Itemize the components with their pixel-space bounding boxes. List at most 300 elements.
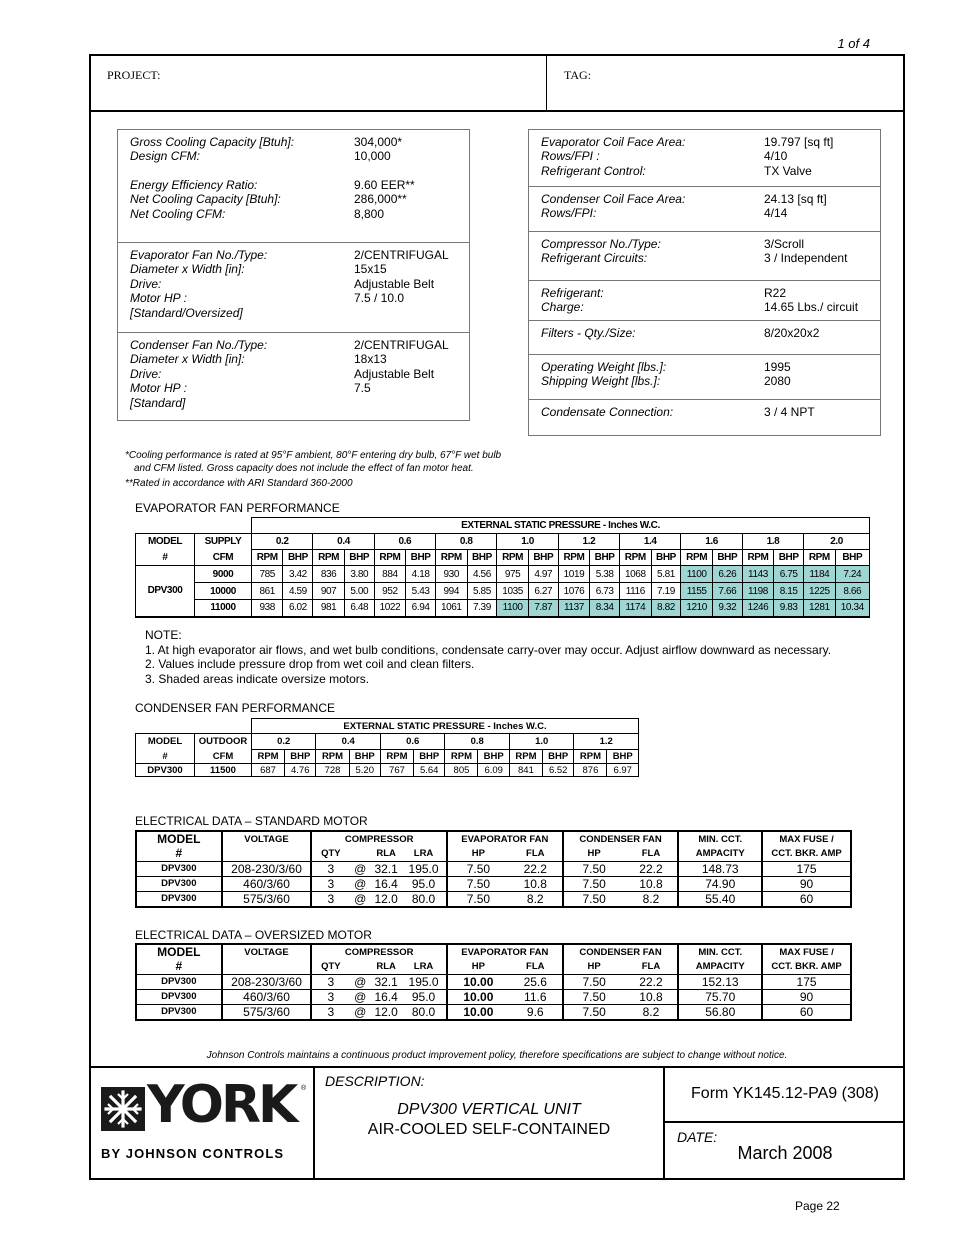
note-2: 2. Values include pressure drop from wet coil and clean filters. [145, 657, 475, 672]
mca-cell: 148.73 [678, 861, 762, 876]
spec-value: 286,000** [354, 192, 407, 206]
rla-header: RLA [376, 960, 396, 972]
mca-cell: 55.40 [678, 891, 762, 907]
lra-cell: 195.0 [401, 861, 447, 876]
voltage-cell: 208-230/3/60 [222, 861, 312, 876]
spec-label: Refrigerant Circuits: [541, 251, 648, 265]
spec-value: 15x15 [354, 262, 387, 276]
perf-cell: 1019 [558, 566, 589, 583]
pressure-header: 1.2 [558, 534, 619, 550]
note-1: 1. At high evaporator air flows, and wet bulb conditions, condensate carry-over may occur. Adjust airflow downward as necessary. [145, 642, 832, 657]
cond-fla-cell: 8.2 [625, 891, 679, 907]
rpm-header: RPM [574, 750, 607, 764]
perf-cell: 5.81 [651, 566, 681, 583]
bhp-header: BHP [414, 750, 445, 764]
rpm-header: RPM [380, 750, 413, 764]
spec-value: 4/10 [764, 149, 788, 163]
spec-value: Adjustable Belt [354, 277, 435, 291]
bhp-header: BHP [528, 550, 558, 566]
spec-section [529, 231, 880, 281]
page-number: Page 22 [795, 1199, 840, 1213]
pressure-header: 1.0 [509, 734, 573, 750]
spec-label: Compressor No./Type: [541, 237, 661, 251]
spec-section [529, 354, 880, 400]
perf-cell: 1076 [558, 583, 589, 600]
registered-mark: ® [301, 1085, 307, 1092]
rpm-header: RPM [742, 550, 773, 566]
cond-fan-title: CONDENSER FAN PERFORMANCE [135, 701, 336, 715]
perf-cell: 907 [313, 583, 344, 600]
spec-label: Condenser Coil Face Area: [541, 192, 686, 206]
qty-cell: 3 [311, 1004, 349, 1020]
spec-value: TX Valve [764, 164, 812, 178]
rpm-header: RPM [620, 550, 651, 566]
model-header-2: # [136, 846, 222, 861]
perf-cell: 3.80 [344, 566, 374, 583]
rpm-header: RPM [445, 750, 478, 764]
at-cell: @ [349, 876, 371, 891]
qty-cell: 3 [311, 861, 349, 876]
spec-section [118, 130, 469, 242]
elec-over-table [135, 943, 852, 1021]
model-cell: DPV300 [136, 861, 222, 876]
spec-value: 10,000 [354, 149, 391, 163]
rla-cell: 12.0 [371, 891, 401, 907]
perf-cell: 6.02 [283, 600, 313, 617]
voltage-cell: 575/3/60 [222, 891, 312, 907]
spec-label: Refrigerant Control: [541, 164, 646, 178]
pressure-header: 1.0 [497, 534, 558, 550]
note-heading: NOTE: [145, 628, 182, 642]
model-header: MODEL [136, 734, 195, 750]
perf-cell: 975 [497, 566, 528, 583]
footer-split-3 [663, 1121, 905, 1123]
bhp-header: BHP [774, 550, 804, 566]
model-header: MODEL [136, 534, 195, 550]
hp-header: HP [471, 960, 485, 972]
perf-cell: 8.34 [590, 600, 620, 617]
qty-header: QTY [321, 960, 341, 972]
cond-hp-cell: 7.50 [563, 1004, 625, 1020]
at-cell: @ [349, 891, 371, 907]
spec-label: [Standard] [130, 396, 186, 410]
perf-cell: 5.20 [349, 764, 380, 777]
spec-box-left [117, 129, 470, 421]
cond-fla-cell: 8.2 [625, 1004, 679, 1020]
perf-cell: 1061 [436, 600, 467, 617]
perf-cell: 5.64 [414, 764, 445, 777]
pressure-header: 1.2 [574, 734, 639, 750]
outdoor-header-2: CFM [195, 750, 252, 764]
perf-cell: 6.73 [590, 583, 620, 600]
spec-label: Drive: [130, 277, 162, 291]
pressure-header: 0.6 [380, 734, 444, 750]
pressure-header: 0.8 [445, 734, 509, 750]
lra-cell: 95.0 [401, 989, 447, 1004]
qty-cell: 3 [311, 876, 349, 891]
qty-header: QTY [321, 847, 341, 859]
spec-value: 14.65 Lbs./ circuit [764, 300, 859, 314]
spec-value: Adjustable Belt [354, 367, 435, 381]
perf-cell: 981 [313, 600, 344, 617]
perf-cell: 1100 [681, 566, 712, 583]
spec-label: Motor HP : [130, 291, 187, 305]
evap-fan-header: EVAPORATOR FAN [447, 831, 563, 846]
spec-label: [Standard/Oversized] [130, 306, 243, 320]
pressure-header: 0.2 [252, 734, 316, 750]
description-line-2: AIR-COOLED SELF-CONTAINED [367, 1121, 611, 1138]
spec-label: Design CFM: [130, 149, 201, 163]
perf-cell: 728 [316, 764, 349, 777]
perf-cell: 6.52 [542, 764, 573, 777]
header-divider [89, 110, 905, 112]
evap-fla-cell: 10.8 [509, 876, 563, 891]
min-cct-header: MIN. CCT. [678, 831, 762, 846]
perf-cell: 1184 [804, 566, 835, 583]
elec-std-table [135, 830, 852, 908]
model-cell: DPV300 [136, 876, 222, 891]
bhp-header: BHP [542, 750, 573, 764]
evap-fla-cell: 8.2 [509, 891, 563, 907]
supply-header: SUPPLY [195, 534, 252, 550]
perf-cell: 884 [374, 566, 405, 583]
cond-hp-cell: 7.50 [563, 974, 625, 989]
cond-hp-cell: 7.50 [563, 891, 625, 907]
cfm-cell: 11500 [195, 764, 252, 777]
perf-cell: 6.48 [344, 600, 374, 617]
supply-header-2: CFM [195, 550, 252, 566]
model-header: MODEL [136, 831, 222, 846]
perf-cell: 876 [574, 764, 607, 777]
perf-cell: 10.34 [835, 600, 869, 617]
cond-fan-header: CONDENSER FAN [563, 944, 679, 959]
perf-cell: 8.66 [835, 583, 869, 600]
spec-value: 18x13 [354, 352, 387, 366]
fuse-cell: 175 [762, 861, 851, 876]
cond-hp-cell: 7.50 [563, 989, 625, 1004]
ampacity-header: AMPACITY [678, 959, 762, 974]
perf-cell: 4.59 [283, 583, 313, 600]
spec-label: Rows/FPI: [541, 206, 597, 220]
rpm-header: RPM [509, 750, 542, 764]
spec-value: 2/CENTRIFUGAL [354, 338, 449, 352]
rla-cell: 32.1 [371, 861, 401, 876]
spec-label: Gross Cooling Capacity [Btuh]: [130, 135, 295, 149]
model-cell: DPV300 [136, 891, 222, 907]
lra-cell: 80.0 [401, 891, 447, 907]
perf-cell: 3.42 [283, 566, 313, 583]
max-fuse-header: MAX FUSE / [762, 831, 851, 846]
spec-value: 1995 [764, 360, 791, 374]
perf-cell: 5.38 [590, 566, 620, 583]
perf-cell: 5.85 [467, 583, 497, 600]
voltage-header: VOLTAGE [222, 944, 312, 959]
disclaimer: Johnson Controls maintains a continuous product improvement policy, therefore specifications are subject to change without notice. [206, 1050, 788, 1061]
spec-label: Diameter x Width [in]: [130, 352, 245, 366]
perf-cell: 1035 [497, 583, 528, 600]
lra-header: LRA [401, 959, 447, 974]
hp-header: HP [587, 960, 601, 972]
lra-header: LRA [401, 846, 447, 861]
note-3: 3. Shaded areas indicate oversize motors. [145, 671, 370, 686]
compressor-header: COMPRESSOR [311, 831, 447, 846]
evap-hp-cell: 10.00 [447, 974, 509, 989]
evap-fla-cell: 22.2 [509, 861, 563, 876]
max-fuse-header: MAX FUSE / [762, 944, 851, 959]
fla-header: FLA [509, 959, 563, 974]
hp-header: HP [587, 847, 601, 859]
rpm-header: RPM [558, 550, 589, 566]
spec-value: 7.5 / 10.0 [354, 291, 405, 305]
spec-value: 304,000* [354, 135, 403, 149]
spec-section [529, 399, 880, 438]
compressor-header: COMPRESSOR [311, 944, 447, 959]
spec-section [529, 280, 880, 321]
rla-cell: 12.0 [371, 1004, 401, 1020]
date-value: March 2008 [737, 1143, 833, 1163]
model-cell: DPV300 [136, 566, 195, 617]
spec-label: Operating Weight [lbs.]: [541, 360, 667, 374]
logo-subtitle: BY JOHNSON CONTROLS [101, 1146, 285, 1161]
spec-label: Shipping Weight [lbs.]: [541, 374, 661, 388]
spec-value: 3 / Independent [764, 251, 848, 265]
spec-value: 7.5 [354, 381, 371, 395]
bhp-header: BHP [467, 550, 497, 566]
evap-fla-cell: 9.6 [509, 1004, 563, 1020]
perf-cell: 5.00 [344, 583, 374, 600]
tag-label: TAG: [564, 68, 592, 82]
pressure-header: 1.6 [681, 534, 742, 550]
pressure-header: 0.6 [374, 534, 435, 550]
description-label: DESCRIPTION: [325, 1073, 425, 1089]
perf-cell: 805 [445, 764, 478, 777]
evap-fan-title: EVAPORATOR FAN PERFORMANCE [135, 501, 340, 515]
pressure-header: 0.4 [313, 534, 374, 550]
project-label: PROJECT: [107, 68, 161, 82]
perf-cell: 6.26 [712, 566, 742, 583]
mca-cell: 74.90 [678, 876, 762, 891]
voltage-cell: 460/3/60 [222, 876, 312, 891]
voltage-cell: 460/3/60 [222, 989, 312, 1004]
spec-label: Net Cooling Capacity [Btuh]: [130, 192, 281, 206]
cond-hp-cell: 7.50 [563, 861, 625, 876]
spec-label: Condensate Connection: [541, 405, 674, 419]
rpm-header: RPM [436, 550, 467, 566]
perf-cell: 9.32 [712, 600, 742, 617]
spec-section [529, 320, 880, 355]
perf-cell: 4.56 [467, 566, 497, 583]
york-logo [101, 1075, 307, 1135]
cond-fan-header: CONDENSER FAN [563, 831, 679, 846]
evap-hp-cell: 7.50 [447, 876, 509, 891]
perf-cell: 938 [252, 600, 283, 617]
notes [145, 628, 831, 686]
qty-cell: 3 [311, 989, 349, 1004]
footnote-2: and CFM listed. Gross capacity does not include the effect of fan motor heat. [134, 462, 474, 474]
evap-fla-cell: 11.6 [509, 989, 563, 1004]
cond-fla-cell: 10.8 [625, 876, 679, 891]
fuse-cell: 90 [762, 876, 851, 891]
bhp-header: BHP [712, 550, 742, 566]
rla-cell: 16.4 [371, 876, 401, 891]
model-header-2: # [136, 959, 222, 974]
rla-header: RLA [376, 847, 396, 859]
spec-box-right [528, 129, 881, 436]
at-cell: @ [349, 974, 371, 989]
perf-cell: 8.82 [651, 600, 681, 617]
bhp-header: BHP [607, 750, 639, 764]
fla-header: FLA [625, 959, 679, 974]
bhp-header: BHP [651, 550, 681, 566]
pressure-header: 1.8 [742, 534, 803, 550]
perf-cell: 1198 [742, 583, 773, 600]
spec-value: 4/14 [764, 206, 788, 220]
perf-cell: 9.83 [774, 600, 804, 617]
model-header-2: # [136, 750, 195, 764]
fuse-cell: 60 [762, 1004, 851, 1020]
spec-label: Evaporator Fan No./Type: [130, 248, 268, 262]
fuse-cell: 60 [762, 891, 851, 907]
model-cell: DPV300 [136, 764, 195, 777]
perf-cell: 687 [252, 764, 285, 777]
esp-header: EXTERNAL STATIC PRESSURE - Inches W.C. [252, 518, 870, 534]
cond-fla-cell: 22.2 [625, 974, 679, 989]
evap-hp-cell: 10.00 [447, 989, 509, 1004]
evap-fan-table [135, 517, 870, 618]
fla-header: FLA [625, 846, 679, 861]
bhp-header: BHP [590, 550, 620, 566]
spec-value: 9.60 EER** [354, 178, 415, 192]
spec-label: Diameter x Width [in]: [130, 262, 245, 276]
perf-cell: 4.18 [406, 566, 436, 583]
evap-fla-cell: 25.6 [509, 974, 563, 989]
bhp-header: BHP [349, 750, 380, 764]
cfm-cell: 9000 [195, 566, 252, 583]
footnotes [125, 450, 501, 491]
perf-cell: 767 [380, 764, 413, 777]
fla-header: FLA [509, 846, 563, 861]
perf-cell: 861 [252, 583, 283, 600]
elec-over-title: ELECTRICAL DATA – OVERSIZED MOTOR [135, 928, 372, 942]
bhp-header: BHP [283, 550, 313, 566]
rpm-header: RPM [497, 550, 528, 566]
description-line-1: DPV300 VERTICAL UNIT [397, 1101, 581, 1118]
spec-label: Refrigerant: [541, 286, 604, 300]
spec-label: Rows/FPI : [541, 149, 600, 163]
perf-cell: 8.15 [774, 583, 804, 600]
rpm-header: RPM [252, 750, 285, 764]
perf-cell: 1100 [497, 600, 528, 617]
at-cell: @ [349, 989, 371, 1004]
pressure-header: 2.0 [804, 534, 870, 550]
spec-section [118, 332, 469, 423]
lra-cell: 195.0 [401, 974, 447, 989]
perf-cell: 7.19 [651, 583, 681, 600]
spec-value: 2/CENTRIFUGAL [354, 248, 449, 262]
esp-header: EXTERNAL STATIC PRESSURE - Inches W.C. [252, 719, 639, 734]
spec-section [529, 130, 880, 186]
outdoor-header: OUTDOOR [195, 734, 252, 750]
at-cell: @ [349, 861, 371, 876]
qty-cell: 3 [311, 974, 349, 989]
perf-cell: 6.94 [406, 600, 436, 617]
perf-cell: 7.39 [467, 600, 497, 617]
perf-cell: 6.97 [607, 764, 639, 777]
perf-cell: 994 [436, 583, 467, 600]
cond-fan-table [135, 718, 639, 777]
rpm-header: RPM [252, 550, 283, 566]
spec-label: Net Cooling CFM: [130, 207, 226, 221]
pressure-header: 1.4 [620, 534, 681, 550]
spec-label: Motor HP : [130, 381, 187, 395]
perf-cell: 1174 [620, 600, 651, 617]
perf-cell: 1225 [804, 583, 835, 600]
bhp-header: BHP [344, 550, 374, 566]
spec-value: 8/20x20x2 [764, 326, 820, 340]
spec-label: Charge: [541, 300, 584, 314]
evap-hp-cell: 7.50 [447, 891, 509, 907]
perf-cell: 836 [313, 566, 344, 583]
perf-cell: 7.66 [712, 583, 742, 600]
cct-bkr-header: CCT. BKR. AMP [762, 846, 851, 861]
cfm-cell: 11000 [195, 600, 252, 617]
spec-value: 19.797 [sq ft] [764, 135, 834, 149]
bhp-header: BHP [406, 550, 436, 566]
qty-cell: 3 [311, 891, 349, 907]
spec-value: 24.13 [sq ft] [764, 192, 827, 206]
evap-fan-header: EVAPORATOR FAN [447, 944, 563, 959]
perf-cell: 4.76 [285, 764, 316, 777]
spec-value: 3/Scroll [764, 237, 805, 251]
perf-cell: 1068 [620, 566, 651, 583]
spec-value: 3 / 4 NPT [764, 405, 815, 419]
spec-label: Evaporator Coil Face Area: [541, 135, 686, 149]
perf-cell: 1022 [374, 600, 405, 617]
mca-cell: 75.70 [678, 989, 762, 1004]
fuse-cell: 175 [762, 974, 851, 989]
voltage-cell: 208-230/3/60 [222, 974, 312, 989]
spec-label: Filters - Qty./Size: [541, 326, 636, 340]
mca-cell: 152.13 [678, 974, 762, 989]
perf-cell: 841 [509, 764, 542, 777]
perf-cell: 6.09 [478, 764, 509, 777]
spec-section [118, 242, 469, 333]
perf-cell: 5.43 [406, 583, 436, 600]
perf-cell: 7.87 [528, 600, 558, 617]
perf-cell: 7.24 [835, 566, 869, 583]
perf-cell: 1210 [681, 600, 712, 617]
header-split [546, 54, 547, 111]
perf-cell: 952 [374, 583, 405, 600]
perf-cell: 1246 [742, 600, 773, 617]
rpm-header: RPM [374, 550, 405, 566]
spec-section [529, 186, 880, 232]
rla-cell: 16.4 [371, 989, 401, 1004]
perf-cell: 4.97 [528, 566, 558, 583]
spec-value: R22 [764, 286, 787, 300]
footnote-1: *Cooling performance is rated at 95°F ambient, 80°F entering dry bulb, 67°F wet bulb [125, 450, 502, 461]
snowflake-icon [101, 1087, 145, 1131]
model-header: MODEL [136, 944, 222, 959]
min-cct-header: MIN. CCT. [678, 944, 762, 959]
pressure-header: 0.4 [316, 734, 380, 750]
perf-cell: 6.75 [774, 566, 804, 583]
spec-value: 2080 [764, 374, 791, 388]
lra-cell: 95.0 [401, 876, 447, 891]
perf-cell: 1116 [620, 583, 651, 600]
footer-divider [89, 1066, 905, 1068]
footnote-3: **Rated in accordance with ARI Standard 360-2000 [125, 478, 353, 489]
